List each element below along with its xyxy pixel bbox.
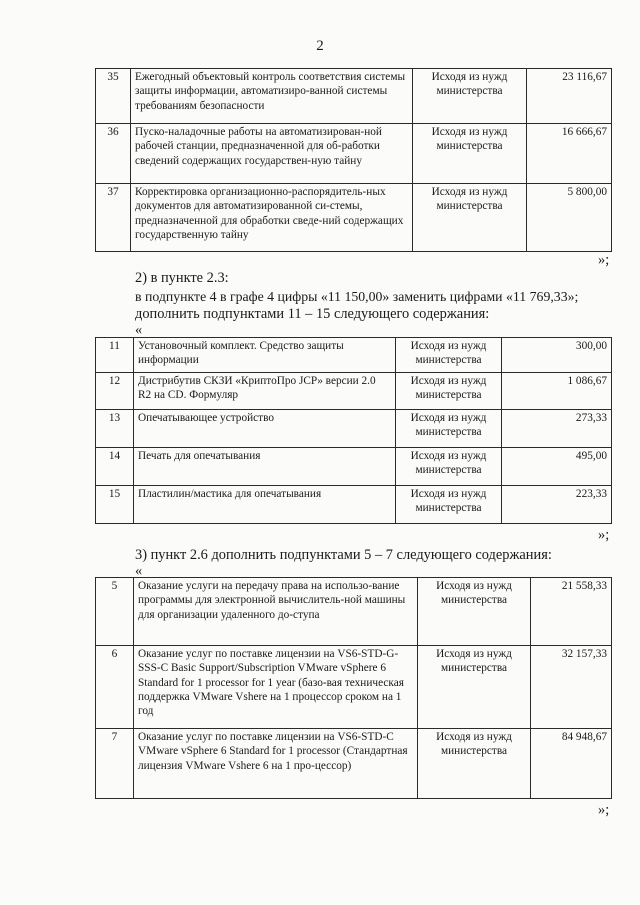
row-number: 37 xyxy=(96,184,131,252)
row-source: Исходя из нужд министерства xyxy=(413,124,527,184)
table-row xyxy=(96,578,612,646)
row-amount: 223,33 xyxy=(502,486,612,524)
row-amount: 273,33 xyxy=(502,410,612,448)
row-number: 11 xyxy=(96,338,134,373)
expense-table-2 xyxy=(95,337,612,524)
table-row xyxy=(96,448,612,486)
row-amount: 495,00 xyxy=(502,448,612,486)
row-description: Печать для опечатывания xyxy=(134,448,396,486)
opening-quote-3: « xyxy=(135,563,143,579)
row-number: 5 xyxy=(96,578,134,646)
row-source: Исходя из нужд министерства xyxy=(396,448,502,486)
row-number: 6 xyxy=(96,646,134,729)
row-number: 12 xyxy=(96,373,134,410)
row-number: 13 xyxy=(96,410,134,448)
row-amount: 300,00 xyxy=(502,338,612,373)
row-source: Исходя из нужд министерства xyxy=(418,578,531,646)
row-source: Исходя из нужд министерства xyxy=(418,729,531,799)
row-amount: 32 157,33 xyxy=(531,646,612,729)
row-amount: 21 558,33 xyxy=(531,578,612,646)
row-description: Опечатывающее устройство xyxy=(134,410,396,448)
table-row xyxy=(96,486,612,524)
row-amount: 5 800,00 xyxy=(527,184,612,252)
expense-table-3 xyxy=(95,577,612,799)
row-description: Установочный комплект. Средство защиты информации xyxy=(134,338,396,373)
row-number: 7 xyxy=(96,729,134,799)
section-2-line-1: в подпункте 4 в графе 4 цифры «11 150,00» заменить цифрами «11 769,33»; xyxy=(135,289,579,304)
row-source: Исходя из нужд министерства xyxy=(413,184,527,252)
row-number: 36 xyxy=(96,124,131,184)
row-source: Исходя из нужд министерства xyxy=(396,373,502,410)
table-row xyxy=(96,338,612,373)
row-source: Исходя из нужд министерства xyxy=(396,410,502,448)
closing-quote-3: »; xyxy=(598,802,610,818)
row-source: Исходя из нужд министерства xyxy=(418,646,531,729)
section-2-heading: 2) в пункте 2.3: xyxy=(135,270,229,286)
row-amount: 16 666,67 xyxy=(527,124,612,184)
row-number: 35 xyxy=(96,69,131,124)
table-row xyxy=(96,184,612,252)
row-description: Дистрибутив СКЗИ «КриптоПро JCP» версии 2.0 R2 на CD. Формуляр xyxy=(134,373,396,410)
page-number: 2 xyxy=(316,38,324,54)
table-row xyxy=(96,373,612,410)
row-source: Исходя из нужд министерства xyxy=(413,69,527,124)
row-amount: 23 116,67 xyxy=(527,69,612,124)
table-row xyxy=(96,729,612,799)
section-3-heading: 3) пункт 2.6 дополнить подпунктами 5 – 7 следующего содержания: xyxy=(135,547,552,563)
row-amount: 84 948,67 xyxy=(531,729,612,799)
closing-quote-2: »; xyxy=(598,527,610,543)
section-2-line-2: дополнить подпунктами 11 – 15 следующего содержания: xyxy=(135,306,490,322)
row-source: Исходя из нужд министерства xyxy=(396,486,502,524)
table-row xyxy=(96,410,612,448)
row-description: Ежегодный объектовый контроль соответствия системы защиты информации, автоматизиро-ванной системы требованиям безопасности xyxy=(131,69,413,124)
row-description: Пуско-наладочные работы на автоматизирован-ной рабочей станции, предназначенной для об-работки сведений содержащих государствен-ную тайну xyxy=(131,124,413,184)
row-description: Оказание услуги на передачу права на использо-вание программы для электронной вычислитель-ной машины для организации удаленного до-ступа xyxy=(134,578,418,646)
row-description: Пластилин/мастика для опечатывания xyxy=(134,486,396,524)
row-number: 14 xyxy=(96,448,134,486)
table-row xyxy=(96,646,612,729)
expense-table-1 xyxy=(95,68,612,252)
table-row xyxy=(96,124,612,184)
row-amount: 1 086,67 xyxy=(502,373,612,410)
table-row xyxy=(96,69,612,124)
opening-quote-2: « xyxy=(135,322,143,338)
row-description: Оказание услуг по поставке лицензии на VS6-STD-G-SSS-C Basic Support/Subscription VMware vSphere 6 Standard for 1 processor for 1 year (базо-вая техническая поддержка VMware Vshere на 1 процессор сроком на 1 год xyxy=(134,646,418,729)
row-number: 15 xyxy=(96,486,134,524)
row-description: Оказание услуг по поставке лицензии на VS6-STD-C VMware vSphere 6 Standard for 1 processor (Стандартная лицензия VMware Vshere 6 на 1 про-цессор) xyxy=(134,729,418,799)
closing-quote-1: »; xyxy=(598,252,610,268)
row-source: Исходя из нужд министерства xyxy=(396,338,502,373)
row-description: Корректировка организационно-распорядитель-ных документов для автоматизированной си-стемы, предназначенной для обработки сведе-ний содержащих государственную тайну xyxy=(131,184,413,252)
